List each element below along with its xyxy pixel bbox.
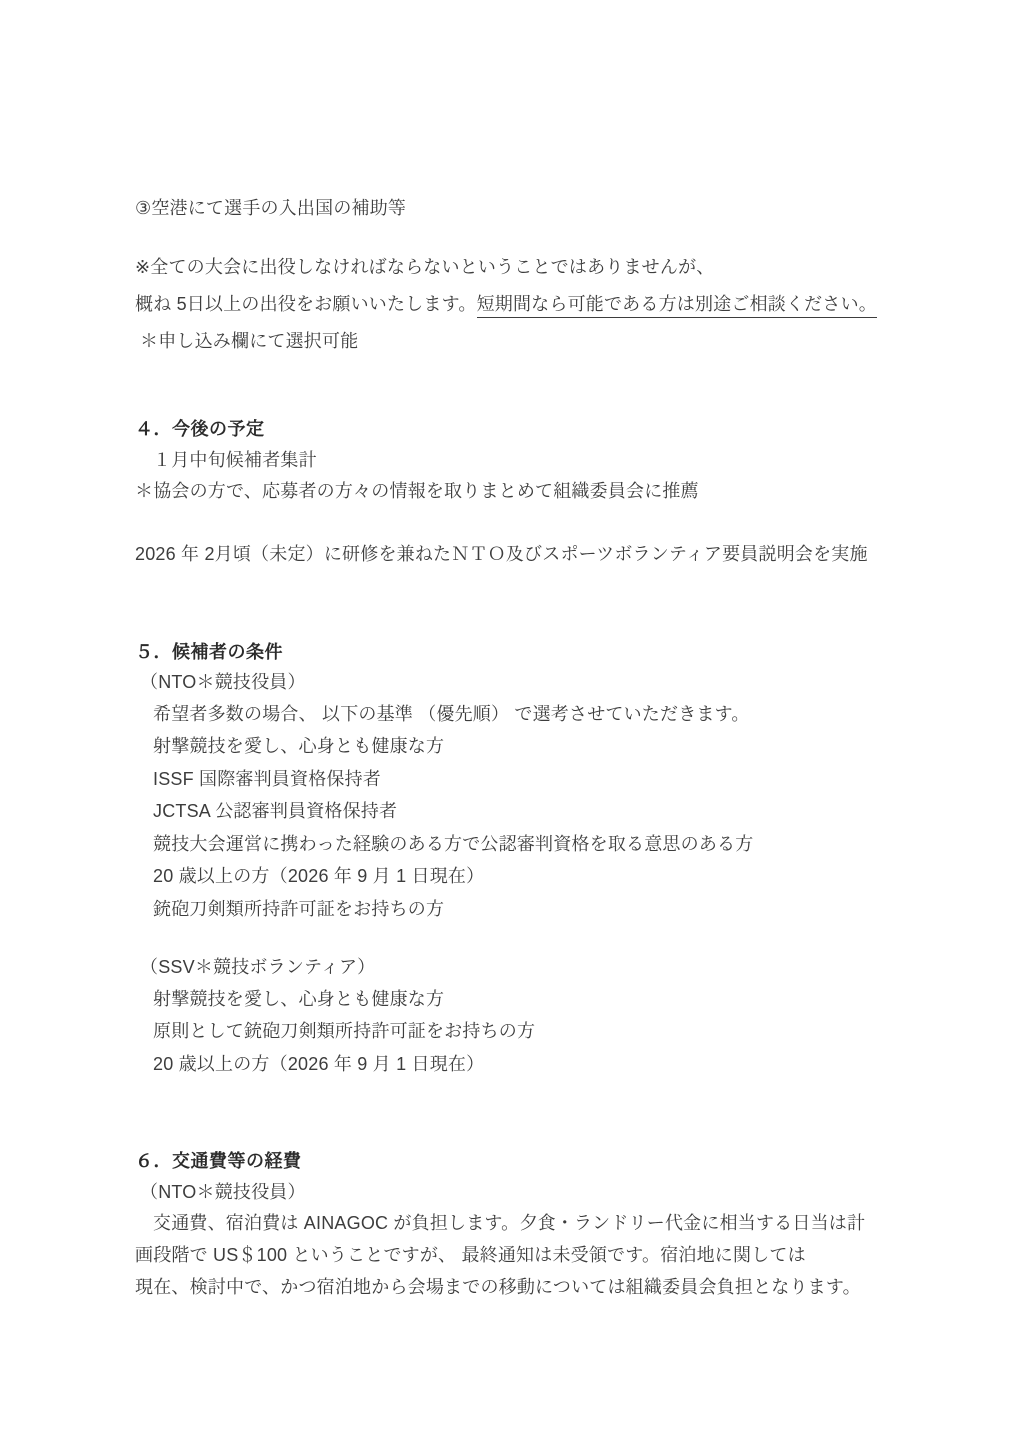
duty-note-line2-underlined: 短期間なら可能である方は別途ご相談ください。 xyxy=(477,294,877,318)
section5-nto-criteria-line: 希望者多数の場合、 以下の基準 （優先順） で選考させていただきます。 xyxy=(153,704,750,724)
section5-nto-criteria-line: 20 歳以上の方（2026 年 9 月 1 日現在） xyxy=(153,866,485,886)
section6-body-line: 画段階で US＄100 ということですが、 最終通知は未受領です。宿泊地に関しては xyxy=(135,1245,806,1265)
duty-note-line1: ※全ての大会に出役しなければならないということではありませんが、 xyxy=(135,257,715,277)
section5-nto-label: （NTO＊競技役員） xyxy=(140,672,306,692)
section5-ssv-criteria-line: 射撃競技を愛し、心身とも健康な方 xyxy=(153,989,445,1009)
duty-note-line2 xyxy=(135,292,925,316)
section4-line-tally: １月中旬候補者集計 xyxy=(153,450,317,470)
section5-ssv-criteria-line: 原則として銃砲刀剣類所持許可証をお持ちの方 xyxy=(153,1021,536,1041)
section6-body-line: 現在、検討中で、かつ宿泊地から会場までの移動については組織委員会負担となります。 xyxy=(135,1277,861,1297)
section4-line-recommendation: ＊協会の方で、応募者の方々の情報を取りまとめて組織委員会に推薦 xyxy=(135,481,699,501)
section5-nto-criteria-line: 銃砲刀剣類所持許可証をお持ちの方 xyxy=(153,899,445,919)
section4-schedule-line: 2026 年 2月頃（未定）に研修を兼ねたＮＴＯ及びスポーツボランティア要員説明会を実施 xyxy=(135,544,868,564)
section4-heading: ４．今後の予定 xyxy=(135,419,265,439)
section5-nto-criteria-line: 射撃競技を愛し、心身とも健康な方 xyxy=(153,736,445,756)
duty-note-line2-normal: 概ね 5日以上の出役をお願いいたします。 xyxy=(135,294,477,314)
airport-assist-item: ③空港にて選手の入出国の補助等 xyxy=(135,198,407,218)
section6-nto-label: （NTO＊競技役員） xyxy=(140,1182,306,1202)
section5-ssv-label: （SSV＊競技ボランティア） xyxy=(140,957,376,977)
section5-nto-criteria-line: JCTSA 公認審判員資格保持者 xyxy=(153,801,398,821)
section5-ssv-criteria-line: 20 歳以上の方（2026 年 9 月 1 日現在） xyxy=(153,1054,485,1074)
section6-heading: ６．交通費等の経費 xyxy=(135,1151,302,1171)
duty-note-line3: ＊申し込み欄にて選択可能 xyxy=(140,331,359,351)
section6-body-line: 交通費、宿泊費は AINAGOC が負担します。夕食・ランドリー代金に相当する日当は計 xyxy=(153,1213,866,1233)
section5-nto-criteria-line: ISSF 国際審判員資格保持者 xyxy=(153,769,382,789)
section5-nto-criteria-line: 競技大会運営に携わった経験のある方で公認審判資格を取る意思のある方 xyxy=(153,834,754,854)
section5-heading: ５．候補者の条件 xyxy=(135,642,283,662)
